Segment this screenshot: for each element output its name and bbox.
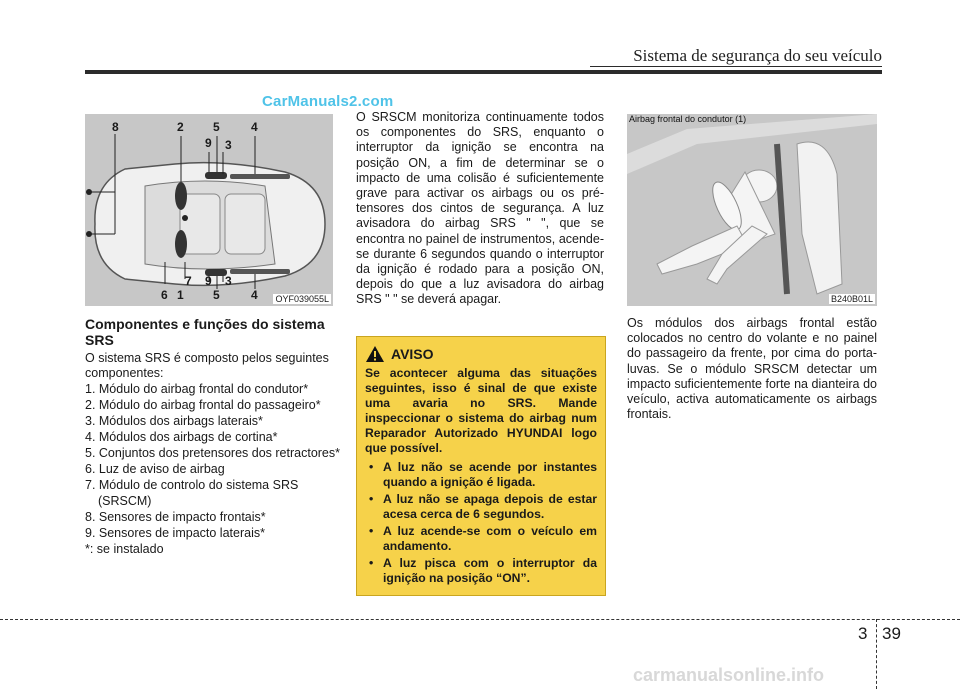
footer-watermark-link[interactable]: carmanualsonline.info: [633, 665, 825, 685]
callout-4-top: 4: [251, 120, 258, 134]
section-number: 3: [858, 624, 868, 643]
callout-9-top: 9: [205, 136, 212, 150]
callout-3-bottom: 3: [225, 274, 232, 288]
list-item: 1. Módulo do airbag frontal do condutor*: [85, 382, 309, 396]
warning-triangle-icon: [365, 345, 385, 363]
callout-8: 8: [112, 120, 119, 134]
page-number: 39: [882, 624, 901, 643]
figure-code: B240B01L: [830, 294, 873, 304]
warning-item: • A luz pisca com o interruptor da ignição na posição “ON”.: [365, 556, 597, 586]
watermark-link[interactable]: CarManuals2.com: [262, 93, 394, 110]
list-item: 7. Módulo de controlo do sistema SRS (SRSCM): [85, 478, 299, 508]
callout-7: 7: [185, 274, 192, 288]
callout-5-bottom: 5: [213, 288, 220, 302]
driver-airbag-illustration: [627, 114, 877, 306]
components-list: [85, 382, 347, 558]
figure-caption: Airbag frontal do condutor (1): [629, 114, 747, 124]
figure-code: OYF039055L: [275, 294, 329, 304]
warning-body: Se acontecer alguma das situações seguintes, isso é sinal de que existe uma avaria no SRS. Mande inspeccionar o sistema do airbag num Reparador Autorizado HYUNDAI logo que possível.: [365, 366, 597, 455]
header-rule: [85, 70, 882, 74]
list-item: 9. Sensores de impacto laterais*: [85, 525, 265, 540]
srscm-paragraph: O SRSCM monitoriza continuamente todos os componentes do SRS, enquanto o interruptor da ignição se encontra na posição ON, a fim de determinar se o impacto de uma colisão é suficientemente grave para activar os airbags ou os pré-tensores dos cintos de segurança. A luz avisadora do airbag SRS " ", que se encontra no painel de instrumentos, acende-se durante 6 segundos quando o interruptor da ignição é rodado para a posição ON, depois do que a luz avisadora do airbag SRS " " se deverá apagar.: [356, 110, 604, 307]
callout-1: 1: [177, 288, 184, 302]
warning-title: AVISO: [391, 346, 434, 362]
callout-9-bottom: 9: [205, 274, 212, 288]
callout-3-top: 3: [225, 138, 232, 152]
warning-box: [356, 336, 606, 596]
list-item: 4. Módulos dos airbags de cortina*: [85, 430, 278, 444]
driver-airbag-figure: [627, 114, 877, 306]
callout-5-top: 5: [213, 120, 220, 134]
footer-rule: [0, 619, 960, 620]
header-rule-thin: [590, 66, 882, 67]
list-item: 6. Luz de aviso de airbag: [85, 462, 225, 476]
list-item: 3. Módulos dos airbags laterais*: [85, 414, 263, 428]
callout-2: 2: [177, 120, 184, 134]
section-heading: Componentes e funções do sistema SRS: [85, 316, 325, 348]
list-item: 2. Módulo do airbag frontal do passageiro*: [85, 398, 321, 412]
section-intro: O sistema SRS é composto pelos seguintes componentes:: [85, 351, 329, 380]
airbag-layout-figure: [85, 114, 333, 306]
callout-6: 6: [161, 288, 168, 302]
warning-list: [365, 460, 597, 586]
list-item: 8. Sensores de impacto frontais*: [85, 509, 266, 524]
warning-header: [365, 345, 597, 363]
frontal-airbag-paragraph: Os módulos dos airbags frontal estão colocados no centro do volante e no painel do passageiro da frente, por cima do porta-luvas. Se o módulo SRSCM detectar um impacto suficientemente forte na dianteira do veículo, activa automaticamente os airbags frontais.: [627, 316, 877, 422]
footer-divider: [876, 619, 877, 689]
list-item: 5. Conjuntos dos pretensores dos retractores*: [85, 446, 340, 460]
warning-item: • A luz não se acende por instantes quando a ignição é ligada.: [365, 460, 597, 490]
list-item: *: se instalado: [85, 541, 164, 556]
callout-4-bottom: 4: [251, 288, 258, 302]
warning-item: • A luz não se apaga depois de estar acesa cerca de 6 segundos.: [365, 492, 597, 522]
running-header: Sistema de segurança do seu veículo: [633, 46, 882, 65]
warning-item: • A luz acende-se com o veículo em andamento.: [365, 524, 597, 554]
